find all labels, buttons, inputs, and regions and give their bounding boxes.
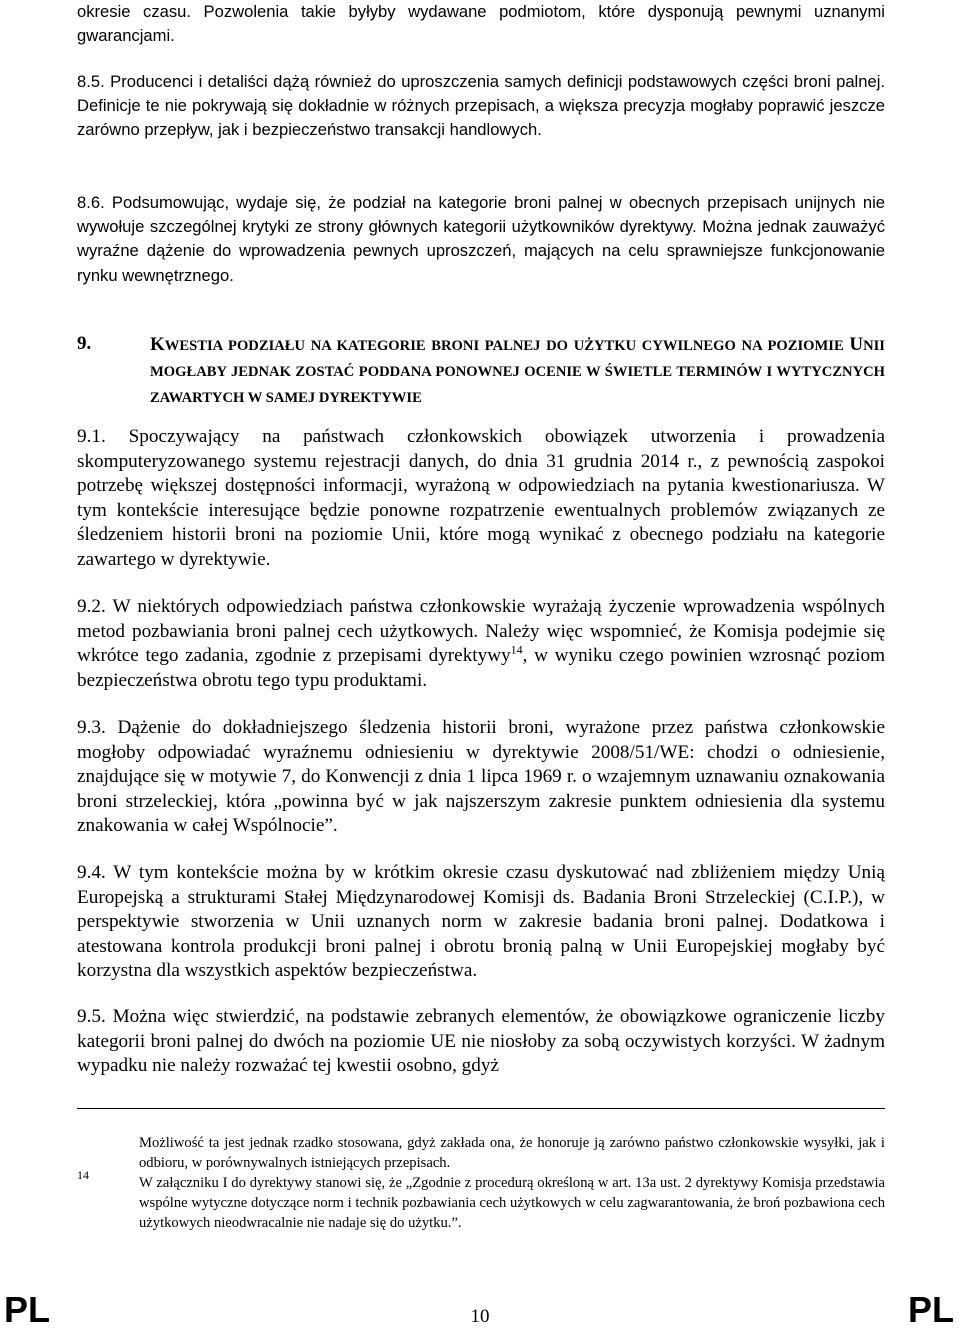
heading-initial-cap: K <box>150 334 165 355</box>
paragraph-9-2 <box>77 595 885 693</box>
paragraph-8-5: 8.5. Producenci i detaliści dążą również do uproszczenia samych definicji podstawowych części broni palnej. Definicje te nie pokrywają się dokładnie w różnych przepisach, a większa precyzja mogłaby poprawić jeszcze zarówno przepływ, jak i bezpieczeństwo transakcji handlowych. <box>77 72 885 140</box>
heading-initial-cap: U <box>849 334 864 355</box>
paragraph-8-6: 8.6. Podsumowując, wydaje się, że podział na kategorie broni palnej w obecnych przepisach unijnych nie wywołuje szczególnej krytyki ze strony głównych kategorii użytkowników dyrektywy. Można jednak zauważyć wyraźne dążenie do wprowadzenia pewnych uproszczeń, mających na celu sprawniejsze funkcjonowanie rynku wewnętrznego. <box>77 193 885 285</box>
footnote-line-2: W załączniku I do dyrektywy stanowi się, że „Zgodnie z procedurą określoną w art. 13a ust. 2 dyrektywy Komisja przedstawia wspólne wytyczne dotyczące norm i technik pozbawiania cech użytkowych w celu zagwarantowania, że broń pozbawiona cech użytkowych nieodwracalnie nie nadaje się do użytku.”. <box>139 1175 885 1231</box>
paragraph-9-2-text-end: , w wyniku czego powinien wzrosnąć poziom bezpieczeństwa obrotu tego typu produktami. <box>77 645 885 691</box>
footnote-line-1: Możliwość ta jest jednak rzadko stosowana, gdyż zakłada ona, że honoruje ją zarówno państwo członkowskie wysyłki, jak i odbioru, w porównywalnych istniejących przepisach. <box>139 1135 885 1171</box>
language-code-right: PL <box>907 1289 954 1330</box>
heading-text-part: NII MOGŁABY JEDNAK ZOSTAĆ PODDANA PONOWNEJ OCENIE W ŚWIETLE TERMINÓW I WYTYCZNYCH ZAWARTYCH W SAMEJ DYREKTYWIE <box>150 338 885 406</box>
section-9-number: 9. <box>77 333 92 354</box>
language-code-left: PL <box>4 1289 51 1330</box>
footnote-reference[interactable]: 14 <box>510 642 523 657</box>
page-number: 10 <box>470 1306 490 1327</box>
section-9-heading <box>77 332 885 411</box>
paragraph-9-1: 9.1. Spoczywający na państwach członkowskich obowiązek utworzenia i prowadzenia skomputeryzowanego systemu rejestracji danych, do dnia 31 grudnia 2014 r., z pewnością zaspokoi potrzebę większej dostępności informacji, wyrażoną w odpowiedziach na pytania kwestionariusza. W tym kontekście interesujące będzie ponowne rozpatrzenie ewentualnych problemów związanych ze śledzeniem historii broni na poziomie Unii, które mogą wynikać z obecnego podziału na kategorie zawartego w dyrektywie. <box>77 426 885 570</box>
footnote-number: 14 <box>77 1168 89 1182</box>
paragraph-9-2-text: 9.2. W niektórych odpowiedziach państwa członkowskie wyrażają życzenie wprowadzenia wspólnych metod pozbawiania broni palnej cech użytkowych. Należy więc wspomnieć, że Komisja podejmie się wkrótce tego zadania, zgodnie z przepisami dyrektywy <box>77 596 885 666</box>
paragraph-9-4: 9.4. W tym kontekście można by w krótkim okresie czasu dyskutować nad zbliżeniem między Unią Europejską a strukturami Stałej Międzynarodowej Komisji ds. Badania Broni Strzeleckiej (C.I.P.), w perspektywie stworzenia w Unii uznanych norm w zakresie badania broni palnej. Dodatkowa i atestowana kontrola produkcji broni palnej i obrotu bronią palną w Unii Europejskiej mogłaby być korzystna dla wszystkich aspektów bezpieczeństwa. <box>77 862 885 981</box>
paragraph-9-5: 9.5. Można więc stwierdzić, na podstawie zebranych elementów, że obowiązkowe ograniczenie liczby kategorii broni palnej do dwóch na poziomie UE nie niosłoby za sobą oczywistych korzyści. W żadnym wypadku nie należy rozważać tej kwestii osobno, gdyż <box>77 1006 885 1076</box>
paragraph-9-3: 9.3. Dążenie do dokładniejszego śledzenia historii broni, wyrażone przez państwa członkowskie mogłoby odpowiadać wyraźnemu odniesieniu w dyrektywie 2008/51/WE: chodzi o odniesienie, znajdujące się w motywie 7, do Konwencji z dnia 1 lipca 1969 r. o wzajemnym uznawaniu oznakowania broni strzeleckiej, która „powinna być w jak najszerszym zakresie punktem odniesienia dla systemu znakowania w całej Wspólnocie”. <box>77 717 885 836</box>
paragraph-continuation: okresie czasu. Pozwolenia takie byłyby wydawane podmiotom, które dysponują pewnymi uznanymi gwarancjami. <box>77 2 885 46</box>
footnote-separator <box>77 1108 885 1109</box>
section-9-title <box>150 332 885 411</box>
footnote-text <box>139 1133 885 1233</box>
heading-text-part: WESTIA PODZIAŁU NA KATEGORIE BRONI PALNEJ DO UŻYTKU CYWILNEGO NA POZIOMIE <box>164 338 850 354</box>
